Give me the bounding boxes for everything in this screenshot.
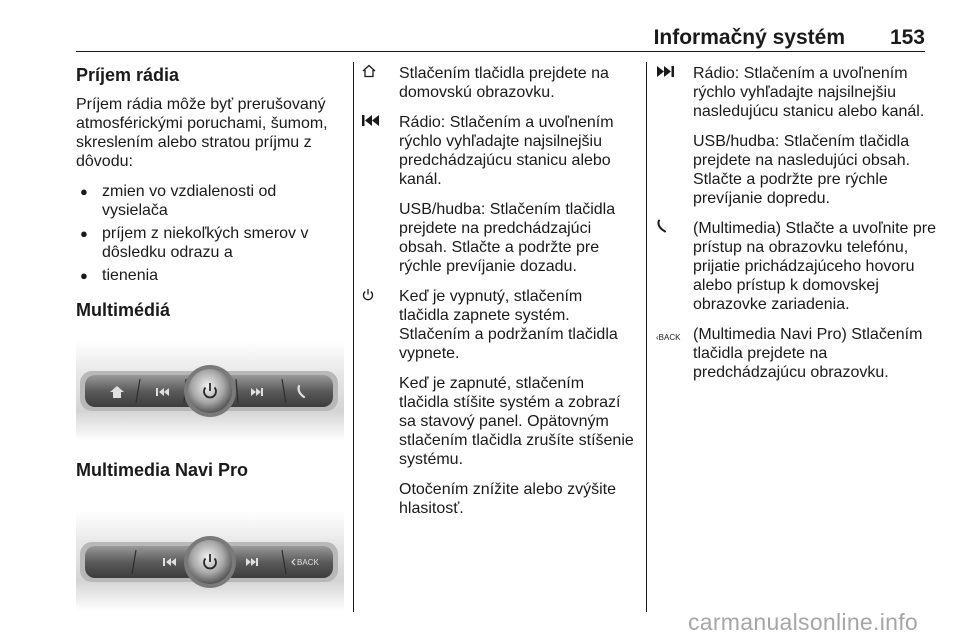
list-item: ● zmien vo vzdialenosti od vysielača [76, 182, 344, 220]
heading-navi-pro: Multimedia Navi Pro [76, 460, 249, 480]
radio-intro: Príjem rádia môže byť prerušovaný atmosférickými poruchami, šumom, skreslením alebo stratou príjmu z dôvodu: [76, 96, 328, 170]
entry-power [362, 287, 634, 518]
section-title: Informačný systém [653, 26, 845, 49]
entry-skip-back [362, 113, 634, 276]
entry-text: Stlačením tlačidla prejdete na domovskú obrazovku. [399, 65, 609, 101]
column-1 [76, 64, 344, 629]
entry-skip-forward [656, 64, 936, 208]
entry-text: (Multimedia Navi Pro) Stlačením tlačidla prejdete na predchádzajúcu obrazovku. [693, 326, 923, 381]
entry-text: USB/hudba: Stlačením tlačidla prejdete na nasledujúci obsah. Stlačte a podržte pre rýchle prevíjanie dopredu. [693, 133, 911, 207]
power-icon [362, 287, 392, 306]
column-2 [362, 64, 634, 529]
multimedia-control-panel-image [76, 341, 344, 441]
entry-text: (Multimedia) Stlačte a uvoľnite pre prístup na obrazovku telefónu, prijatie prichádzajúceho hovoru alebo prístup k domovskej obrazovke zariadenia. [693, 220, 936, 313]
skip-back-icon [362, 113, 392, 132]
entry-text: Keď je zapnuté, stlačením tlačidla stíšite systém a zobrazí sa stavový panel. Opätovným stlačením tlačidla zrušíte stíšenie systému. [399, 375, 634, 468]
entry-text: Otočením znížite alebo zvýšite hlasitosť. [399, 481, 616, 517]
watermark: carmanualsonline.info [687, 609, 918, 635]
list-item: ● tienenia [76, 266, 344, 285]
entry-text: Keď je vypnutý, stlačením tlačidla zapnete systém. Stlačením a podržaním tlačidla vypnete. [399, 288, 618, 362]
home-icon [362, 64, 392, 83]
entry-text: Rádio: Stlačením a uvoľnením rýchlo vyhľadajte najsilnejšiu nasledujúcu stanicu alebo kanál. [693, 65, 925, 120]
entry-text: Rádio: Stlačením a uvoľnením rýchlo vyhľadajte najsilnejšiu predchádzajúcu stanicu alebo kanál. [399, 114, 614, 188]
back-icon-label: BACK [658, 333, 681, 342]
heading-multimedia: Multimédiá [76, 300, 171, 320]
heading-radio-reception: Príjem rádia [76, 65, 180, 85]
list-item: ● príjem z niekoľkých smerov v dôsledku odrazu a [76, 224, 344, 262]
header-rule [76, 51, 925, 52]
skip-forward-icon [656, 64, 686, 83]
navi-pro-control-panel-image [76, 511, 344, 611]
page-number: 153 [889, 26, 925, 49]
panel-back-icon [292, 558, 319, 567]
entry-phone [656, 219, 936, 314]
column-divider [646, 62, 647, 612]
entry-back [656, 325, 936, 382]
column-divider [353, 62, 354, 612]
back-icon-chevron: ‹ [656, 333, 659, 342]
panel-back-label: BACK [297, 558, 319, 567]
back-icon [656, 328, 686, 347]
column-3 [656, 64, 936, 393]
phone-icon [656, 219, 686, 238]
entry-home [362, 64, 634, 102]
page-header [76, 26, 925, 52]
entry-text: USB/hudba: Stlačením tlačidla prejdete na predchádzajúci obsah. Stlačte a podržte pre rýchle prevíjanie dozadu. [399, 201, 616, 275]
reception-causes-list [76, 182, 344, 285]
